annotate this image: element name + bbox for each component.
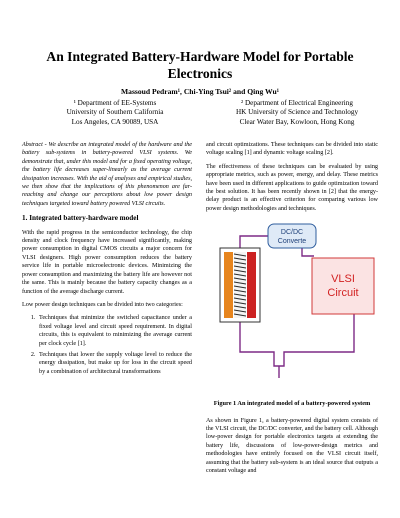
abstract: Abstract - We describe an integrated model of the hardware and the battery sub-systems in battery-powered VLSI systems. We demonstrate that, under this model and for a fixed operating voltage, the battery life decreases super-linearly as the average current dissipation increases. With the aid of analyses and empirical studies, we then show that the implications of this phenomenon are far-reaching and change our perceptions about low power design techniques targeted toward battery powered VLSI circuits. [22, 142, 192, 207]
affiliation-1-line2: University of Southern California [66, 108, 164, 117]
wire [240, 236, 268, 248]
paper-title: An Integrated Battery-Hardware Model for Portable Electronics [46, 49, 354, 81]
affiliation-2-line1: ² Department of Electrical Engineering [241, 99, 353, 107]
list-item: 2. Techniques that lower the supply voltage level to reduce the energy dissipation, but make up for loss in the circuit speed by a combination of architectural transformations [37, 351, 192, 376]
paragraph: The effectiveness of these techniques can be evaluated by using appropriate metrics, such as power, energy, and delay. These metrics have been used in different applications to guide optimization toward the best solution. It has been recently shown in [2] that the energy-delay product is an effective criterion for comparing various low power design methodologies and techniques. [206, 163, 378, 212]
battery-cell [220, 248, 260, 322]
paragraph: With the rapid progress in the semiconductor technology, the chip density and clock frequency have increased significantly, making power consumption in digital CMOS circuits a major concern for VLSI designers. High power consumption reduces the battery service life in portable microelectronic devices. Minimizing the power consumption and maximizing the battery life are however not the same. This is mainly because the battery capacity changes as a function of the average discharge current. [22, 229, 192, 295]
vlsi-label: Circuit [327, 287, 359, 300]
affiliation-1-line1: ¹ Department of EE-Systems [73, 99, 157, 107]
author-list: Massoud Pedram¹, Chi-Ying Tsui² and Qing Wu¹ [121, 87, 279, 96]
affiliation-2-line3: Clear Water Bay, Kowloon, Hong Kong [239, 117, 355, 126]
dcdc-label: DC/DC [280, 229, 304, 237]
left-column [22, 141, 192, 379]
affiliation-1 [40, 99, 190, 127]
affiliation-1-line3: Los Angeles, CA 90089, USA [71, 117, 159, 126]
paragraph: As shown in Figure 1, a battery-powered digital system consists of the VLSI circuit, the DC/DC converter, and the battery cell. Although low-power design for portable electronics targets at extending the battery life, discussions of low-power-design metrics and methodologies have entirely focused on the VLSI circuit itself, assuming that the battery sub-system is an ideal source that outputs a constant voltage and [206, 417, 378, 475]
vlsi-circuit-box [312, 258, 374, 314]
list-item: 1. Techniques that minimize the switched capacitance under a fixed voltage level and circuit speed requirement. In digital circuits, this is equivalent to minimizing the average current per clock cycle [1]. [37, 314, 192, 348]
paragraph: and circuit optimizations. These techniques can be divided into static voltage scaling [1] and dynamic voltage scaling [2]. [206, 142, 378, 157]
battery-system-diagram [206, 218, 378, 398]
dcdc-label: Converte [277, 238, 307, 246]
affiliation-2-line2: HK University of Science and Technology [235, 108, 359, 117]
technique-list [22, 314, 192, 376]
vlsi-label: VLSI [331, 273, 355, 286]
figure-caption: Figure 1 An integrated model of a battery-powered system [213, 400, 371, 408]
paragraph: Low power design techniques can be divided into two categories: [22, 301, 183, 308]
right-column [206, 141, 378, 481]
figure-1 [206, 218, 378, 398]
section-heading: 1. Integrated battery-hardware model [22, 214, 139, 223]
affiliation-2 [212, 99, 382, 127]
